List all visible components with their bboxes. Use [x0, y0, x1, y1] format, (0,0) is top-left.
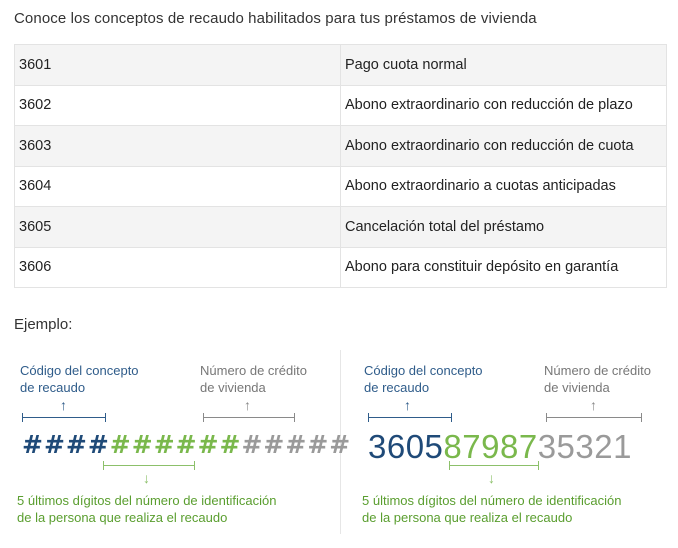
- credit-number-bracket: [546, 413, 642, 422]
- id-digits-bracket: [449, 461, 539, 470]
- table-row: [15, 126, 667, 167]
- id-digits-label: 5 últimos dígitos del número de identificación de la persona que realiza el recaudo: [17, 493, 277, 525]
- credit-number-label: Número de crédito de vivienda: [200, 363, 307, 395]
- credit-number-label: Número de crédito de vivienda: [544, 363, 651, 395]
- format-credit-part: #####: [241, 430, 352, 459]
- id-digits-label: 5 últimos dígitos del número de identificación de la persona que realiza el recaudo: [362, 493, 622, 525]
- arrow-up-icon: ↑: [404, 397, 411, 413]
- example-credit-part: 35321: [537, 428, 632, 465]
- arrow-up-icon: ↑: [60, 397, 67, 413]
- concept-description: Pago cuota normal: [341, 45, 667, 86]
- table-row: [15, 166, 667, 207]
- concept-code: 3602: [15, 85, 341, 126]
- concept-description: Abono extraordinario con reducción de plazo: [341, 85, 667, 126]
- concept-description: Abono para constituir depósito en garantía: [341, 247, 667, 288]
- concept-code-label: Código del concepto de recaudo: [20, 363, 139, 395]
- page-heading: Conoce los conceptos de recaudo habilitados para tus préstamos de vivienda: [14, 10, 537, 27]
- arrow-up-icon: ↑: [590, 397, 597, 413]
- format-id-part: ######: [109, 430, 242, 459]
- example-id-part: 87987: [443, 428, 538, 465]
- concept-description: Abono extraordinario a cuotas anticipadas: [341, 166, 667, 207]
- format-code: [22, 430, 351, 459]
- concept-code: 3604: [15, 166, 341, 207]
- concept-code: 3606: [15, 247, 341, 288]
- credit-number-bracket: [203, 413, 295, 422]
- concept-description: Abono extraordinario con reducción de cuota: [341, 126, 667, 167]
- format-concept-part: ####: [22, 430, 110, 459]
- collection-concepts-table: [14, 44, 667, 288]
- example-label: Ejemplo:: [14, 316, 73, 333]
- id-digits-bracket: [103, 461, 195, 470]
- arrow-down-icon: ↓: [488, 470, 495, 486]
- arrow-down-icon: ↓: [143, 470, 150, 486]
- concept-code-bracket: [368, 413, 452, 422]
- table-row: [15, 207, 667, 248]
- table-row: [15, 85, 667, 126]
- concept-code: 3603: [15, 126, 341, 167]
- example-concept-part: 3605: [368, 428, 444, 465]
- concept-code: 3601: [15, 45, 341, 86]
- concept-description: Cancelación total del préstamo: [341, 207, 667, 248]
- concept-code-bracket: [22, 413, 106, 422]
- table-row: [15, 45, 667, 86]
- concept-code: 3605: [15, 207, 341, 248]
- arrow-up-icon: ↑: [244, 397, 251, 413]
- table-row: [15, 247, 667, 288]
- concept-code-label: Código del concepto de recaudo: [364, 363, 483, 395]
